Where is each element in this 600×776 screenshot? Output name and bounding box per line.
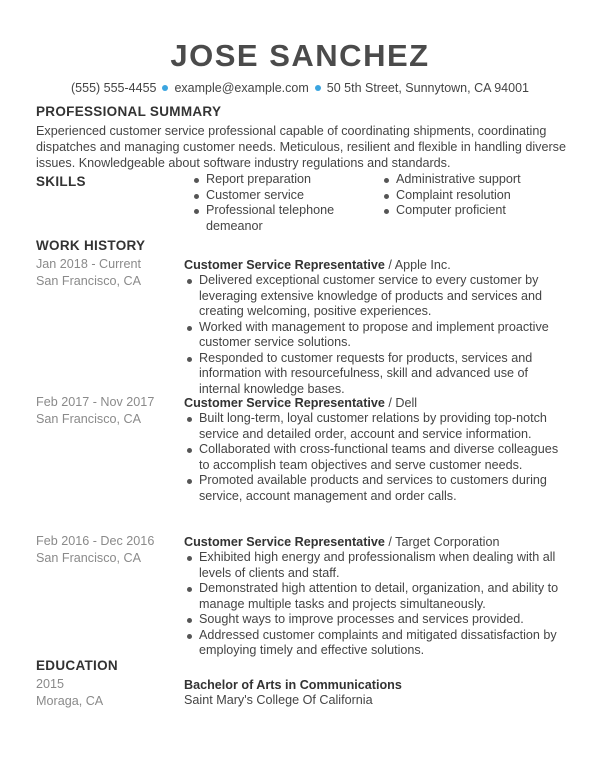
- candidate-name: JOSE SANCHEZ: [170, 38, 430, 73]
- job-bullet: Sought ways to improve processes and services provided.: [184, 612, 570, 628]
- job-dates: Feb 2017 - Nov 2017: [36, 395, 155, 409]
- contact-line: [0, 81, 600, 95]
- job-dates-location: [36, 394, 154, 428]
- skill-item: Computer proficient: [381, 203, 571, 219]
- job-company: / Dell: [384, 396, 418, 410]
- email-address: example@example.com: [174, 81, 309, 95]
- job-title-line: [184, 395, 570, 411]
- degree: Bachelor of Arts in Communications: [184, 678, 402, 692]
- skill-item: Professional telephone demeanor: [191, 203, 366, 234]
- skill-item: Report preparation: [191, 172, 366, 188]
- job-bullet: Responded to customer requests for products, services and information with resourcefulness, skill and advanced use of internal knowledge bases.: [184, 351, 570, 398]
- job-bullet: Demonstrated high attention to detail, organization, and ability to manage multiple tasks and projects simultaneously.: [184, 581, 570, 612]
- separator-dot-icon: [315, 85, 321, 91]
- job-bullet: Worked with management to propose and implement proactive customer service solutions.: [184, 320, 570, 351]
- job-entry: [184, 257, 570, 397]
- job-dates-location: [36, 533, 154, 567]
- phone-number: (555) 555-4455: [71, 81, 157, 95]
- job-company: / Apple Inc.: [384, 258, 451, 272]
- job-bullet: Built long-term, loyal customer relations by providing top-notch service and detailed order, account and service information.: [184, 411, 570, 442]
- job-title: Customer Service Representative: [184, 396, 385, 410]
- education-year-location: [36, 676, 103, 710]
- job-bullet: Delivered exceptional customer service to every customer by leveraging extensive knowledge of products and services and creating welcoming, positive experiences.: [184, 273, 570, 320]
- job-bullet: Collaborated with cross-functional teams and diverse colleagues to accomplish team objectives and serve customer needs.: [184, 442, 570, 473]
- job-title-line: [184, 257, 570, 273]
- job-dates: Feb 2016 - Dec 2016: [36, 534, 155, 548]
- job-title: Customer Service Representative: [184, 535, 385, 549]
- job-dates: Jan 2018 - Current: [36, 257, 142, 271]
- separator-dot-icon: [162, 85, 168, 91]
- job-entry: [184, 395, 570, 504]
- job-dates-location: [36, 256, 141, 290]
- skills-heading: SKILLS: [36, 174, 86, 189]
- work-history-heading: WORK HISTORY: [36, 238, 146, 253]
- job-entry: [184, 534, 570, 659]
- job-title-line: [184, 534, 570, 550]
- job-bullet: Addressed customer complaints and mitigated dissatisfaction by employing timely and effective solutions.: [184, 628, 570, 659]
- education-year: 2015: [36, 677, 65, 691]
- skill-item: Customer service: [191, 188, 366, 204]
- job-location: San Francisco, CA: [36, 412, 141, 426]
- summary-heading: PROFESSIONAL SUMMARY: [36, 104, 222, 119]
- skills-column-2: [381, 172, 571, 219]
- job-bullet: Promoted available products and services to customers during service, account management and order calls.: [184, 473, 570, 504]
- job-location: San Francisco, CA: [36, 551, 141, 565]
- education-location: Moraga, CA: [36, 694, 104, 708]
- skill-item: Complaint resolution: [381, 188, 571, 204]
- summary-text: Experienced customer service professional capable of coordinating shipments, coordinating dispatches and managing customer needs. Meticulous, resilient and flexible in handling diverse issues. Knowledgeable about software industry regulations and standards.: [36, 124, 566, 170]
- skills-column-1: [191, 172, 366, 234]
- job-title: Customer Service Representative: [184, 258, 385, 272]
- education-heading: EDUCATION: [36, 658, 118, 673]
- education-entry: [184, 677, 570, 709]
- job-bullet: Exhibited high energy and professionalism when dealing with all levels of clients and staff.: [184, 550, 570, 581]
- skill-item: Administrative support: [381, 172, 571, 188]
- school-name: Saint Mary's College Of California: [184, 693, 373, 707]
- job-location: San Francisco, CA: [36, 274, 141, 288]
- job-company: / Target Corporation: [384, 535, 500, 549]
- street-address: 50 5th Street, Sunnytown, CA 94001: [326, 81, 529, 95]
